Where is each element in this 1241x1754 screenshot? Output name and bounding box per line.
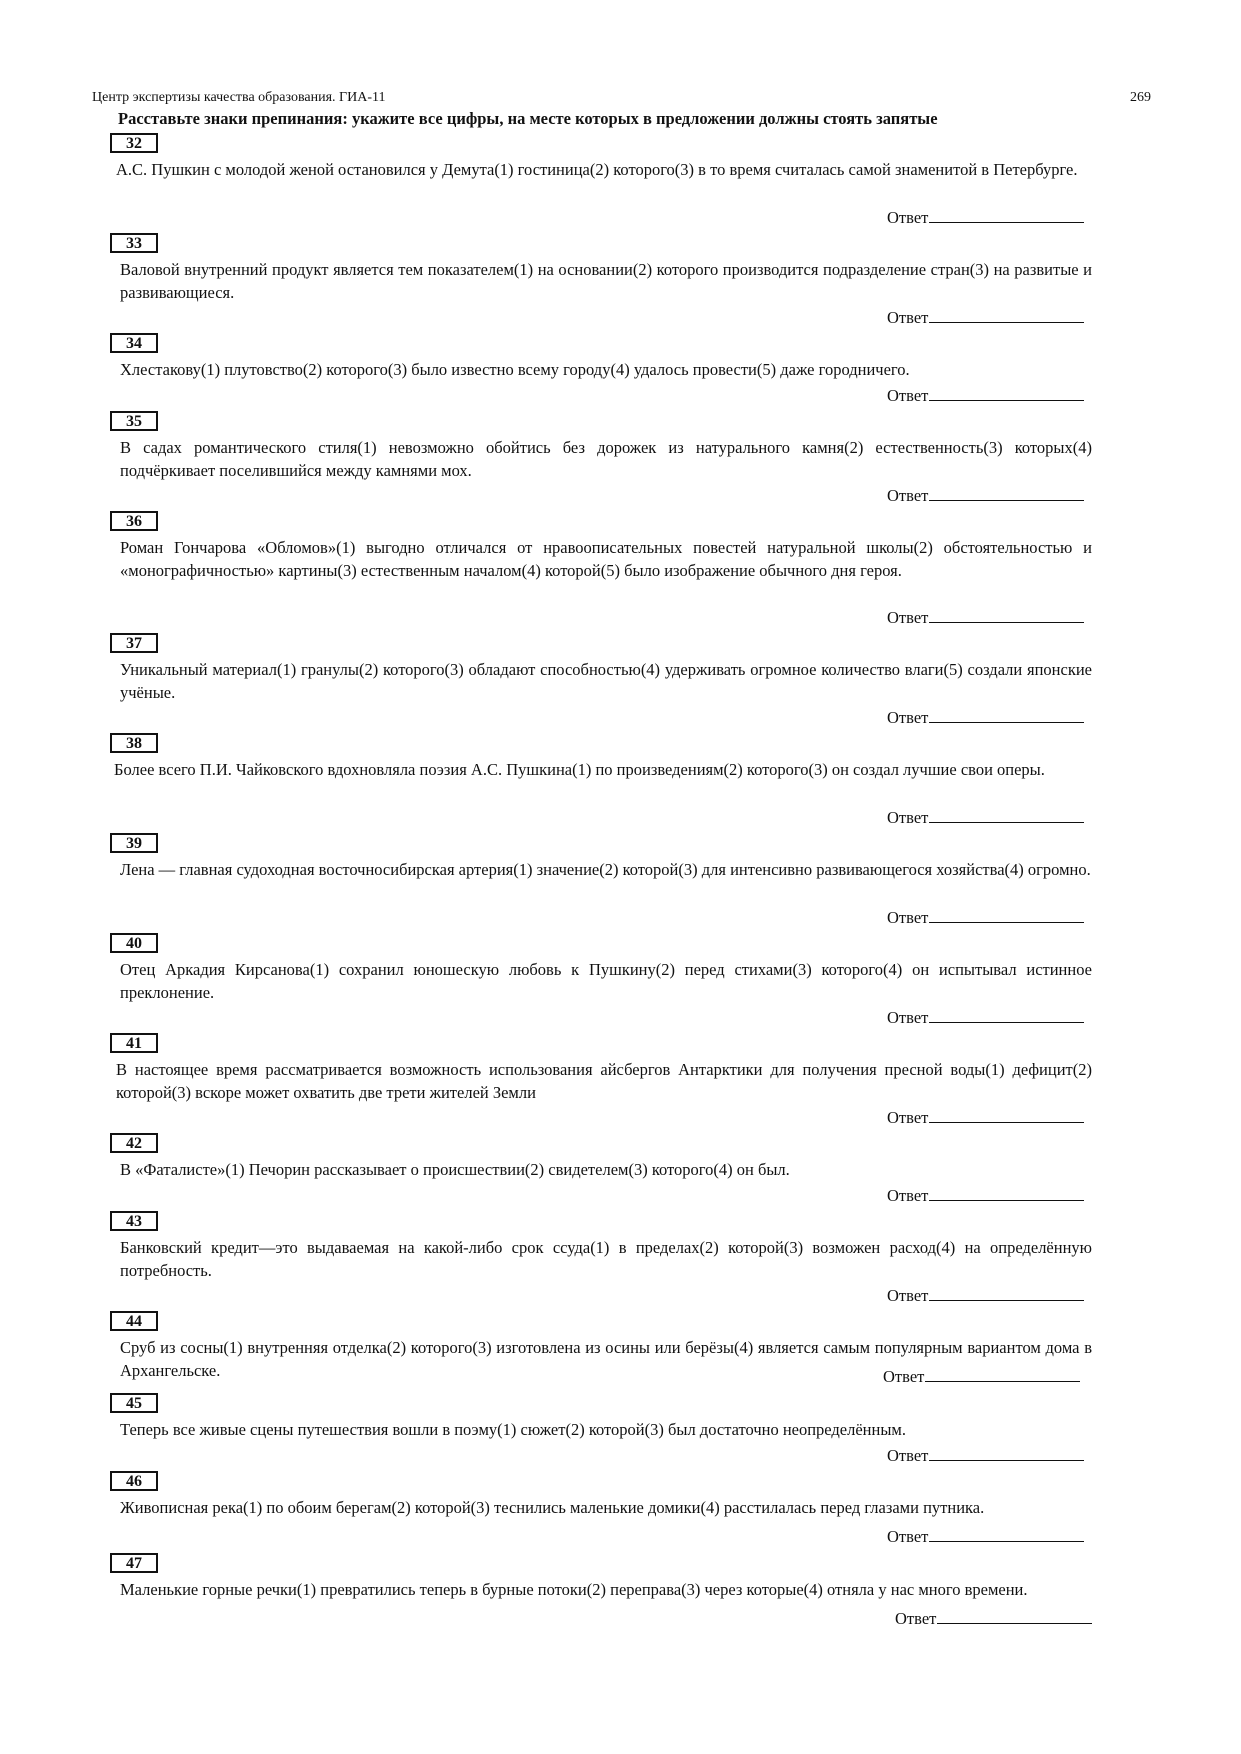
page-number: 269 (1130, 90, 1151, 105)
answer-label: Ответ (887, 486, 929, 505)
task-number: 33 (110, 233, 158, 253)
task-number: 41 (110, 1033, 158, 1053)
answer-line[interactable] (925, 1366, 1080, 1382)
task-number: 37 (110, 633, 158, 653)
task-number: 43 (110, 1211, 158, 1231)
answer-line[interactable] (937, 1608, 1092, 1624)
task-text: Роман Гончарова «Обломов»(1) выгодно отличался от нравоописательных повестей натуральной школы(2) обстоятельностью и «монографичностью» картины(3) естественным началом(4) которой(5) было изображение обычного дня героя. (120, 538, 1092, 580)
task-number: 38 (110, 733, 158, 753)
answer-line[interactable] (929, 1185, 1084, 1201)
answer-field[interactable] (887, 707, 1084, 728)
answer-label: Ответ (887, 908, 929, 927)
answer-field[interactable] (887, 207, 1084, 228)
answer-line[interactable] (929, 807, 1084, 823)
answer-field[interactable] (895, 1608, 1092, 1629)
answer-label: Ответ (887, 386, 929, 405)
task-text: Теперь все живые сцены путешествия вошли в поэму(1) сюжет(2) которой(3) был достаточно неопределённым. (120, 1420, 906, 1439)
answer-label: Ответ (887, 1186, 929, 1205)
task-text: Сруб из сосны(1) внутренняя отделка(2) которого(3) изготовлена из осины или берёзы(4) является самым популярным вариантом дома в Архангельске. (120, 1338, 1092, 1380)
task-number: 45 (110, 1393, 158, 1413)
answer-label: Ответ (887, 308, 929, 327)
task-text: Маленькие горные речки(1) превратились теперь в бурные потоки(2) переправа(3) через которые(4) отняла у нас много времени. (120, 1580, 1028, 1599)
task-text: Лена — главная судоходная восточносибирская артерия(1) значение(2) которой(3) для интенсивно развивающегося хозяйства(4) огромно. (120, 860, 1091, 879)
task-number: 35 (110, 411, 158, 431)
answer-label: Ответ (887, 1527, 929, 1546)
answer-field[interactable] (887, 607, 1084, 628)
answer-field[interactable] (887, 1445, 1084, 1466)
answer-label: Ответ (887, 1446, 929, 1465)
answer-field[interactable] (887, 1185, 1084, 1206)
answer-line[interactable] (929, 485, 1084, 501)
task-text: Более всего П.И. Чайковского вдохновляла поэзия А.С. Пушкина(1) по произведениям(2) которого(3) он создал лучшие свои оперы. (114, 760, 1045, 779)
task-text: В садах романтического стиля(1) невозможно обойтись без дорожек из натурального камня(2) естественность(3) которых(4) подчёркивает поселившийся между камнями мох. (120, 438, 1092, 480)
answer-line[interactable] (929, 307, 1084, 323)
answer-label: Ответ (887, 708, 929, 727)
answer-line[interactable] (929, 207, 1084, 223)
answer-label: Ответ (887, 1108, 929, 1127)
task-number: 44 (110, 1311, 158, 1331)
task-number: 42 (110, 1133, 158, 1153)
task-number: 32 (110, 133, 158, 153)
answer-label: Ответ (887, 1286, 929, 1305)
answer-field[interactable] (887, 307, 1084, 328)
answer-field[interactable] (887, 907, 1084, 928)
answer-label: Ответ (895, 1609, 937, 1628)
task-number: 39 (110, 833, 158, 853)
answer-label: Ответ (887, 808, 929, 827)
answer-label: Ответ (883, 1367, 925, 1386)
answer-line[interactable] (929, 1007, 1084, 1023)
answer-line[interactable] (929, 1107, 1084, 1123)
task-text: Живописная река(1) по обоим берегам(2) которой(3) теснились маленькие домики(4) расстилалась перед глазами путника. (120, 1498, 985, 1517)
answer-line[interactable] (929, 1445, 1084, 1461)
task-number: 46 (110, 1471, 158, 1491)
answer-field[interactable] (887, 807, 1084, 828)
answer-line[interactable] (929, 607, 1084, 623)
task-text: Валовой внутренний продукт является тем показателем(1) на основании(2) которого производится подразделение стран(3) на развитые и развивающиеся. (120, 260, 1092, 302)
answer-label: Ответ (887, 1008, 929, 1027)
task-text: В «Фаталисте»(1) Печорин рассказывает о происшествии(2) свидетелем(3) которого(4) он был. (120, 1160, 790, 1179)
answer-field[interactable] (887, 1526, 1084, 1547)
task-text: Уникальный материал(1) гранулы(2) которого(3) обладают способностью(4) удерживать огромное количество влаги(5) создали японские учёные. (120, 660, 1092, 702)
answer-label: Ответ (887, 608, 929, 627)
answer-label: Ответ (887, 208, 929, 227)
answer-line[interactable] (929, 1285, 1084, 1301)
answer-field[interactable] (887, 385, 1084, 406)
answer-field[interactable] (883, 1366, 1080, 1387)
answer-line[interactable] (929, 1526, 1084, 1542)
answer-field[interactable] (887, 1107, 1084, 1128)
answer-field[interactable] (887, 1285, 1084, 1306)
task-number: 47 (110, 1553, 158, 1573)
answer-line[interactable] (929, 707, 1084, 723)
task-number: 36 (110, 511, 158, 531)
page-header-source: Центр экспертизы качества образования. ГИА-11 (92, 90, 386, 105)
task-text: Отец Аркадия Кирсанова(1) сохранил юношескую любовь к Пушкину(2) перед стихами(3) которого(4) он испытывал истинное преклонение. (120, 960, 1092, 1002)
task-number: 34 (110, 333, 158, 353)
task-text: Хлестакову(1) плутовство(2) которого(3) было известно всему городу(4) удалось провести(5) даже городничего. (120, 360, 910, 379)
answer-field[interactable] (887, 1007, 1084, 1028)
answer-field[interactable] (887, 485, 1084, 506)
task-instruction: Расставьте знаки препинания: укажите все цифры, на месте которых в предложении должны стоять запятые (118, 109, 938, 128)
answer-line[interactable] (929, 385, 1084, 401)
task-number: 40 (110, 933, 158, 953)
task-text: Банковский кредит—это выдаваемая на какой-либо срок ссуда(1) в пределах(2) которой(3) возможен расход(4) на определённую потребность. (120, 1238, 1092, 1280)
answer-line[interactable] (929, 907, 1084, 923)
task-text: В настоящее время рассматривается возможность использования айсбергов Антарктики для получения пресной воды(1) дефицит(2) которой(3) вскоре может охватить две трети жителей Земли (116, 1060, 1092, 1102)
task-text: А.С. Пушкин с молодой женой остановился у Демута(1) гостиница(2) которого(3) в то время считалась самой знаменитой в Петербурге. (116, 160, 1078, 179)
